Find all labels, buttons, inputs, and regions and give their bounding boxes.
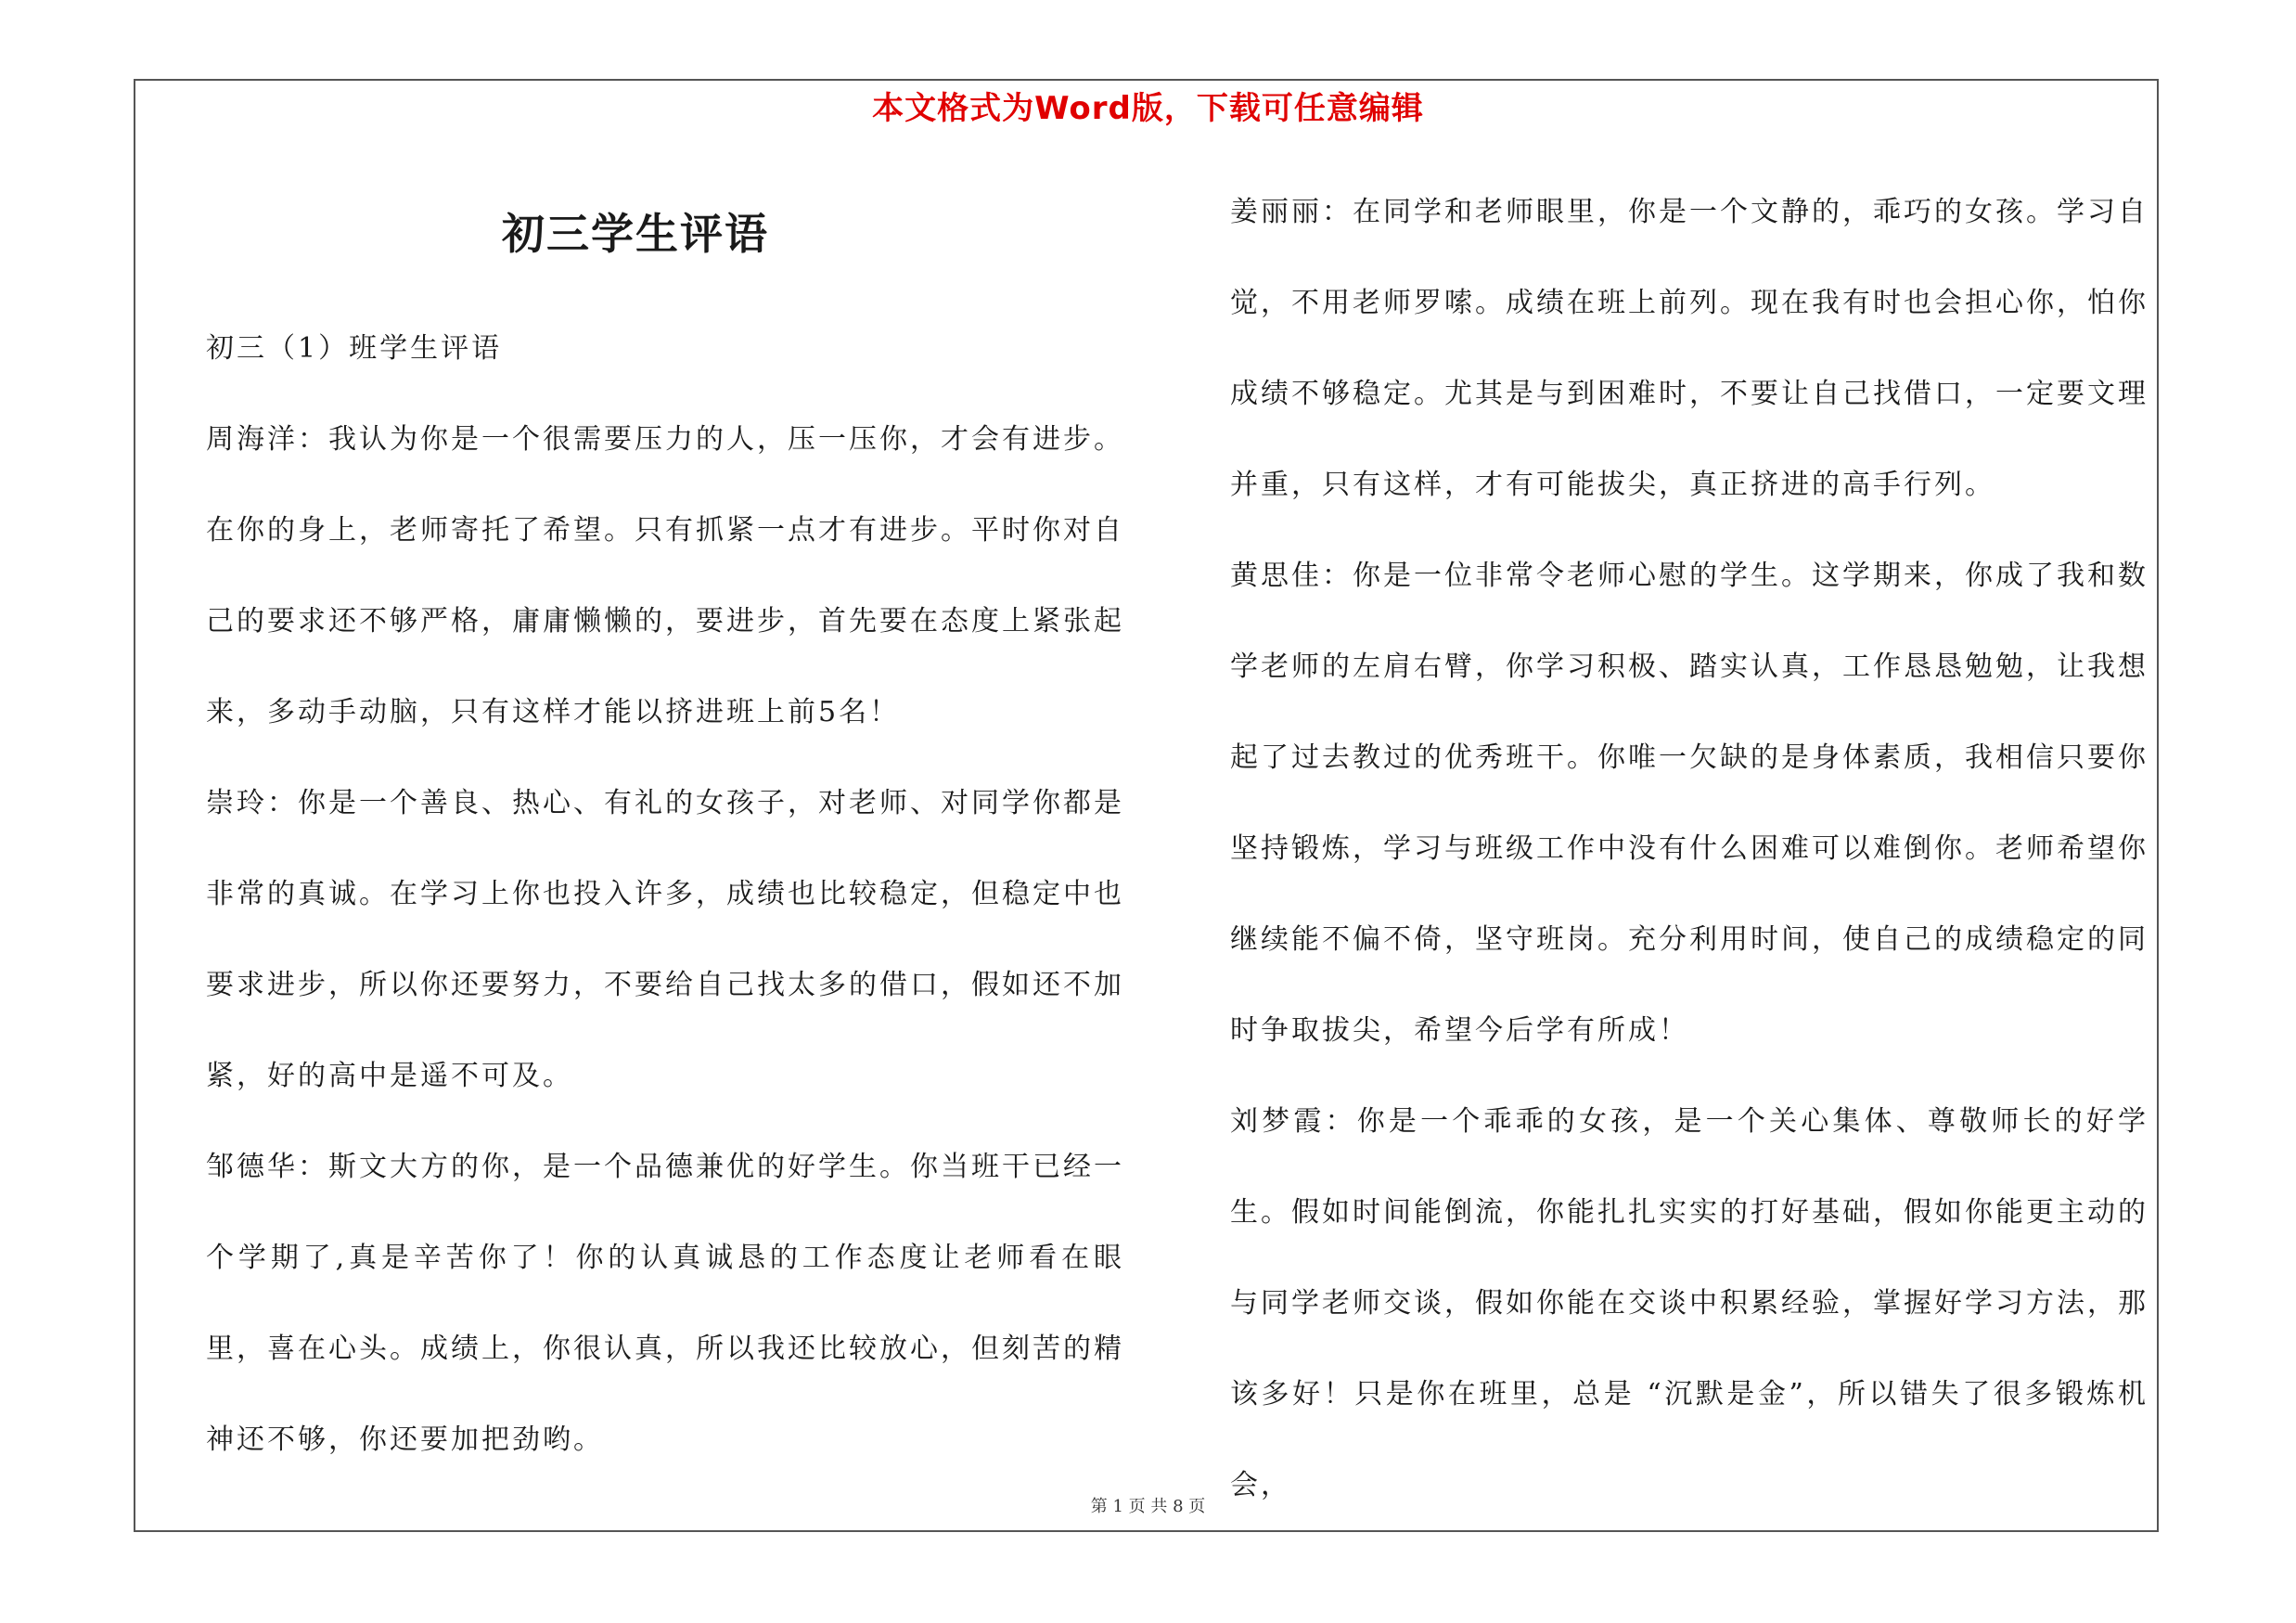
document-title: 初三学生评语 [502, 209, 769, 259]
comment-paragraph: 邹德华：斯文大方的你，是一个品德兼优的好学生。你当班干已经一个学期了,真是辛苦你了！你的认真诚恳的工作态度让老师看在眼里，喜在心头。成绩上，你很认真，所以我还比较放心，但刻苦的精神还不够，你还要加把劲哟。 [206, 1151, 1124, 1456]
comment-paragraph: 黄思佳：你是一位非常令老师心慰的学生。这学期来，你成了我和数学老师的左肩右臂，你学习积极、踏实认真，工作恳恳勉勉，让我想起了过去教过的优秀班干。你唯一欠缺的是身体素质，我相信只要你坚持锻炼，学习与班级工作中没有什么困难可以难倒你。老师希望你继续能不偏不倚，坚守班岗。充分利用时间，使自己的成绩稳定的同时争取拔尖，希望今后学有所成！ [1230, 560, 2148, 1047]
comment-paragraph: 姜丽丽：在同学和老师眼里，你是一个文静的，乖巧的女孩。学习自觉，不用老师罗嗦。成绩在班上前列。现在我有时也会担心你，怕你成绩不够稳定。尤其是与到困难时，不要让自己找借口，一定要文理并重，只有这样，才有可能拔尖，真正挤进的高手行列。 [1230, 196, 2148, 501]
format-banner: 本文格式为Word版，下载可任意编辑 [872, 90, 1424, 127]
comment-paragraph: 刘梦霞：你是一个乖乖的女孩，是一个关心集体、尊敬师长的好学生。假如时间能倒流，你能扎扎实实的打好基础，假如你能更主动的与同学老师交谈，假如你能在交谈中积累经验，掌握好学习方法，那该多好！只是你在班里，总是 “沉默是金”，所以错失了很多锻炼机会， [1230, 1105, 2148, 1501]
comment-paragraph: 周海洋：我认为你是一个很需要压力的人，压一压你，才会有进步。在你的身上，老师寄托了希望。只有抓紧一点才有进步。平时你对自己的要求还不够严格，庸庸懒懒的，要进步，首先要在态度上紧张起来，多动手动脑，只有这样才能以挤进班上前5名！ [206, 423, 1124, 728]
comment-paragraph: 崇玲：你是一个善良、热心、有礼的女孩子，对老师、对同学你都是非常的真诚。在学习上你也投入许多，成绩也比较稳定，但稳定中也要求进步，所以你还要努力，不要给自己找太多的借口，假如还不加紧，好的高中是遥不可及。 [206, 787, 1124, 1092]
page-number-footer: 第 1 页 共 8 页 [1090, 1497, 1206, 1516]
class-subheading: 初三（1）班学生评语 [206, 332, 503, 365]
